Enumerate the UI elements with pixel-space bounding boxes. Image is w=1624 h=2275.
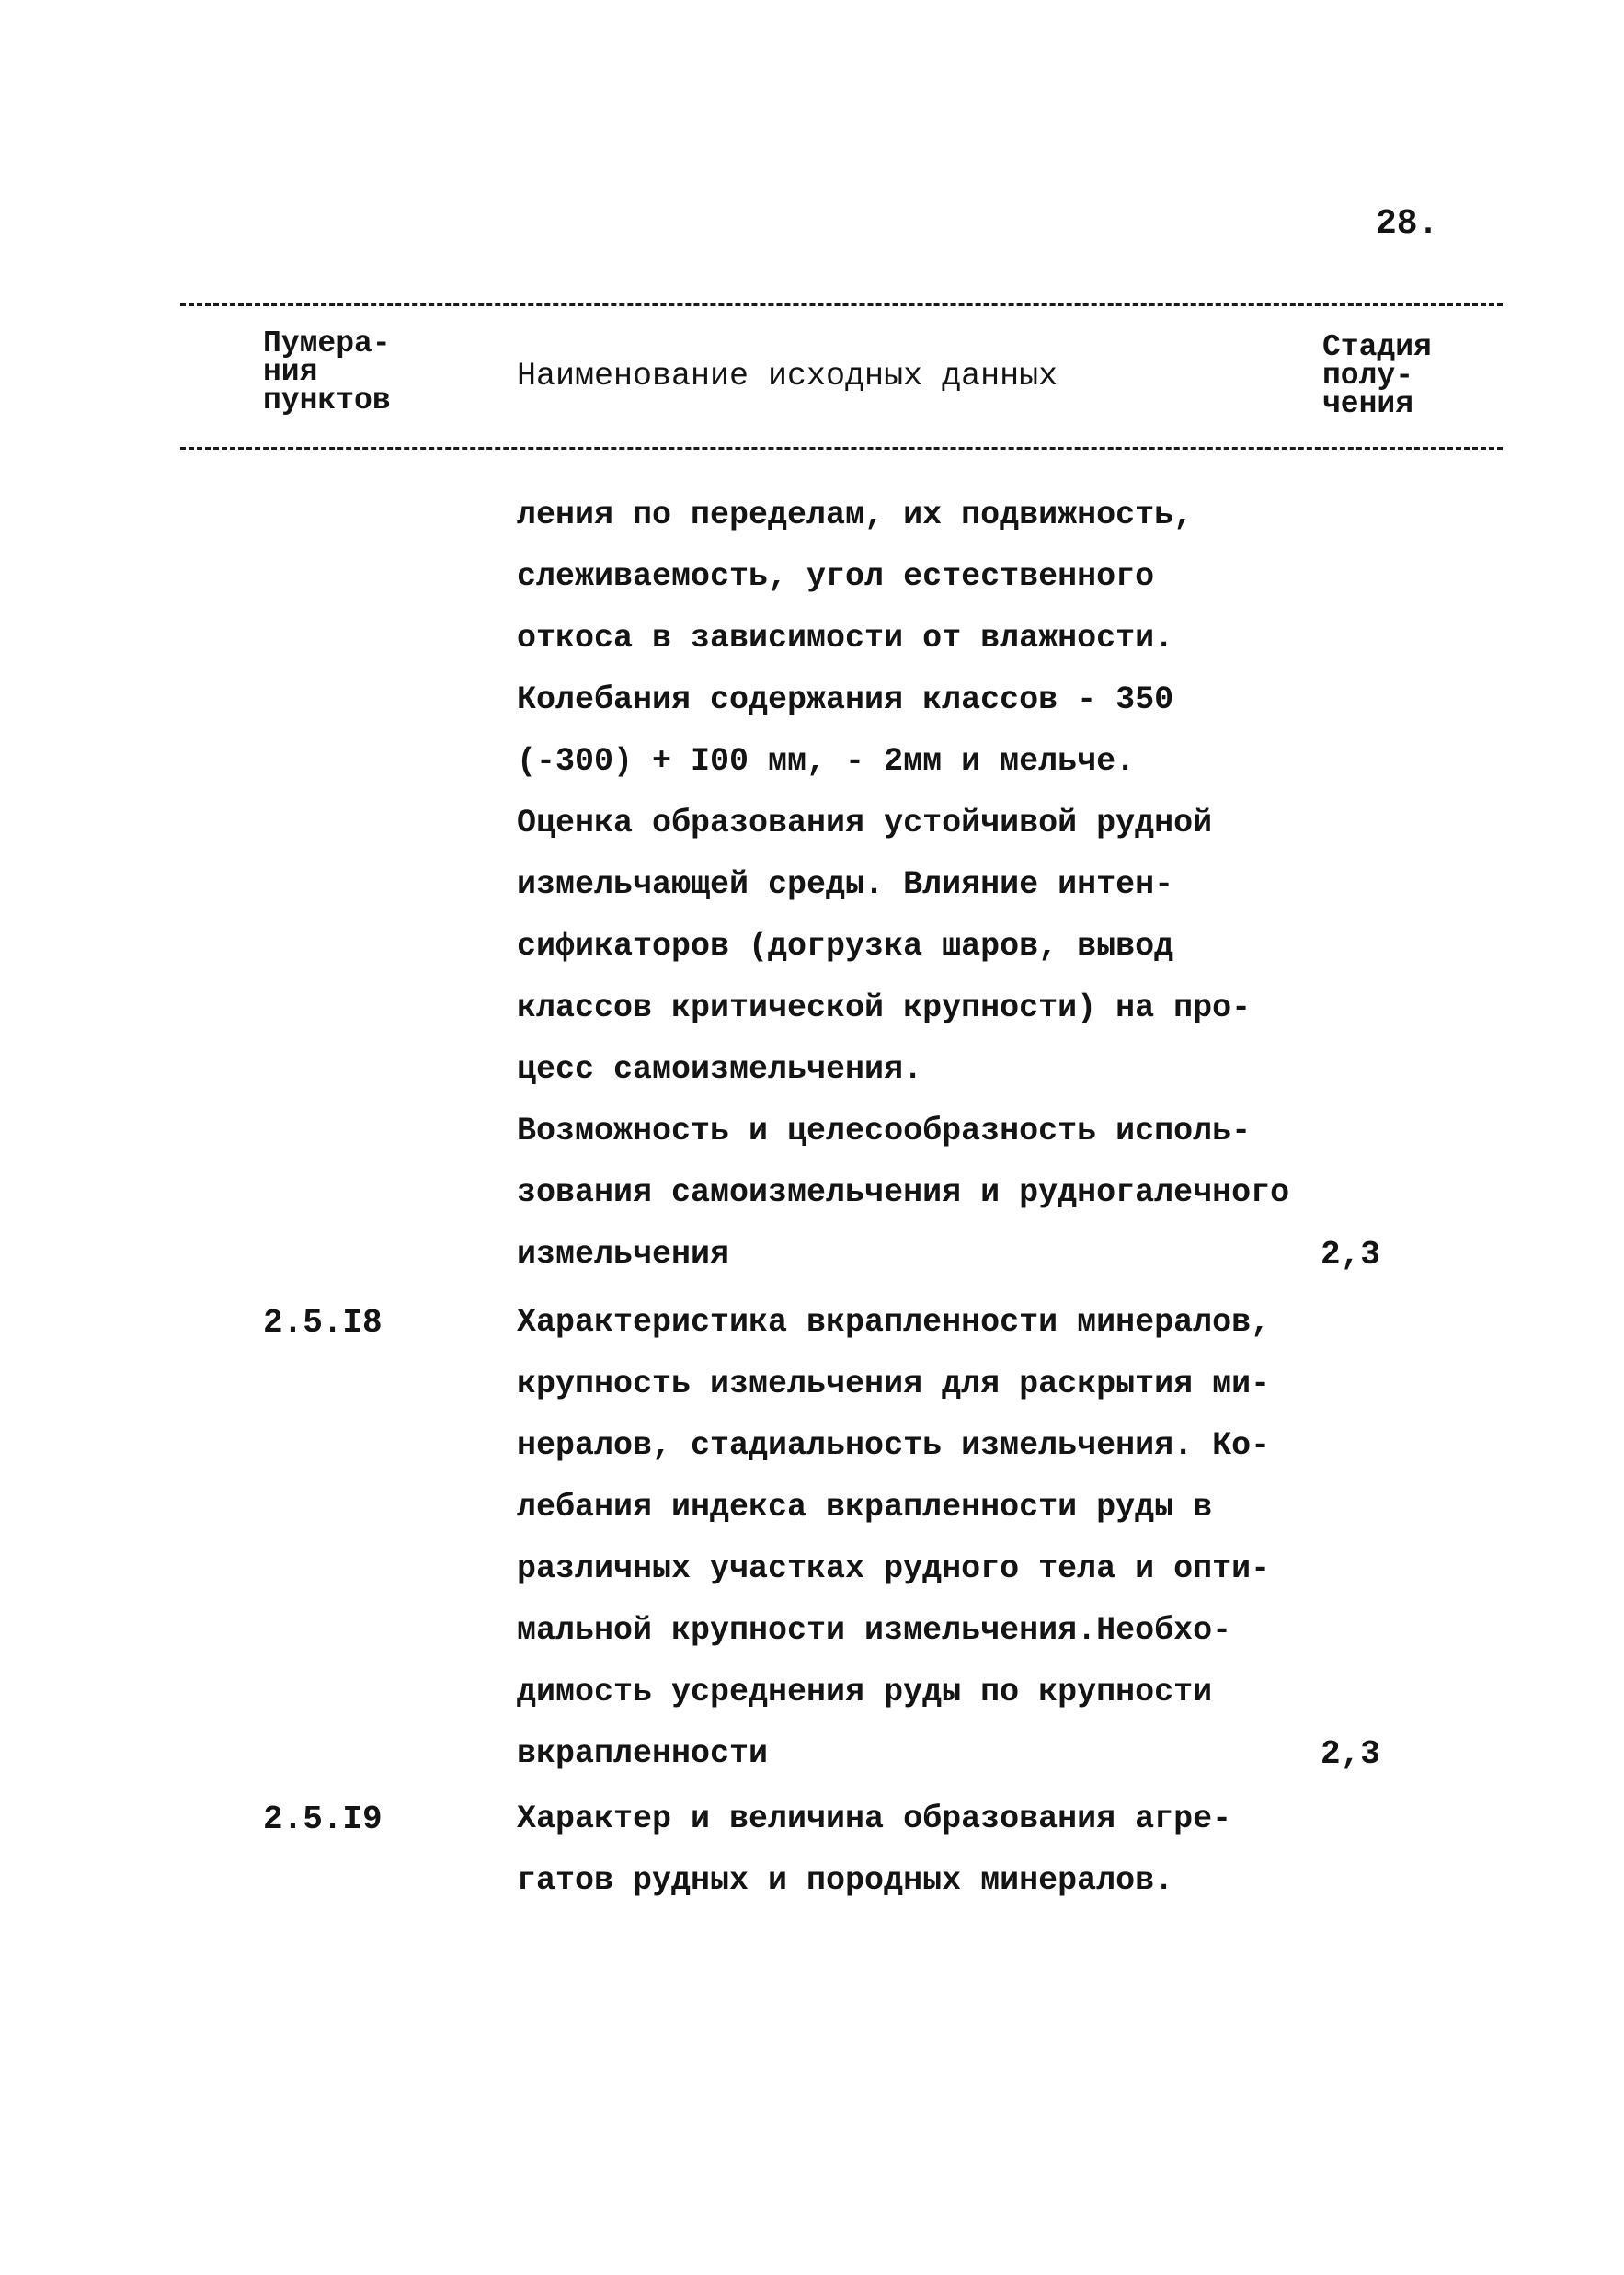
block1-line: цесс самоизмельчения.	[517, 1051, 923, 1088]
block1-line: зования самоизмельчения и рудногалечного	[517, 1174, 1290, 1211]
block1-line: Возможность и целесообразность исполь-	[517, 1113, 1252, 1149]
block1-line: сификаторов (догрузка шаров, вывод	[517, 928, 1174, 965]
item-2-5-18-line: различных участках рудного тела и опти-	[517, 1550, 1271, 1587]
item-2-5-18-stage: 2,3	[1321, 1735, 1380, 1773]
header-col-stage-line-1: Стадия	[1322, 330, 1432, 364]
header-col-stage-line-3: чения	[1322, 387, 1414, 421]
item-2-5-18-line: лебания индекса вкрапленности руды в	[517, 1489, 1213, 1526]
block1-line: Оценка образования устойчивой рудной	[517, 805, 1213, 841]
table-header-bottom-rule	[180, 447, 1503, 450]
block1-line: (-300) + I00 мм, - 2мм и мельче.	[517, 743, 1136, 780]
block1-line: измельчающей среды. Влияние интен-	[517, 866, 1174, 903]
header-col-name: Наименование исходных данных	[517, 358, 1058, 394]
item-2-5-19-number: 2.5.I9	[263, 1801, 383, 1838]
header-col-number-line-2: ния	[263, 355, 318, 389]
block1-line: ления по переделам, их подвижность,	[517, 497, 1194, 533]
block1-line: откоса в зависимости от влажности.	[517, 620, 1174, 657]
header-col-number	[263, 326, 391, 417]
page-number: 28.	[1376, 204, 1439, 244]
block1-line: слеживаемость, угол естественного	[517, 558, 1155, 595]
item-2-5-18-line: нералов, стадиальность измельчения. Ко-	[517, 1427, 1271, 1464]
block1-line: измельчения	[517, 1236, 730, 1273]
header-col-number-line-3: пунктов	[263, 383, 391, 417]
item-2-5-19-line: гатов рудных и породных минералов.	[517, 1862, 1174, 1899]
header-col-stage	[1322, 330, 1432, 421]
block1-line: классов критической крупности) на про-	[517, 989, 1252, 1026]
item-2-5-18-line: вкрапленности	[517, 1735, 769, 1772]
header-col-stage-line-2: полу-	[1322, 359, 1414, 393]
item-2-5-18-line: мальной крупности измельчения.Необхо-	[517, 1612, 1232, 1649]
table-top-rule	[180, 303, 1503, 306]
item-2-5-18-line: крупность измельчения для раскрытия ми-	[517, 1366, 1271, 1402]
header-col-number-line-1: Пумера-	[263, 326, 391, 360]
block1-stage: 2,3	[1321, 1236, 1380, 1274]
block1-line: Колебания содержания классов - 350	[517, 681, 1174, 718]
item-2-5-18-line: Характеристика вкрапленности минералов,	[517, 1304, 1271, 1341]
item-2-5-18-line: димость усреднения руды по крупности	[517, 1674, 1213, 1710]
item-2-5-18-number: 2.5.I8	[263, 1304, 383, 1342]
item-2-5-19-line: Характер и величина образования агре-	[517, 1801, 1232, 1837]
